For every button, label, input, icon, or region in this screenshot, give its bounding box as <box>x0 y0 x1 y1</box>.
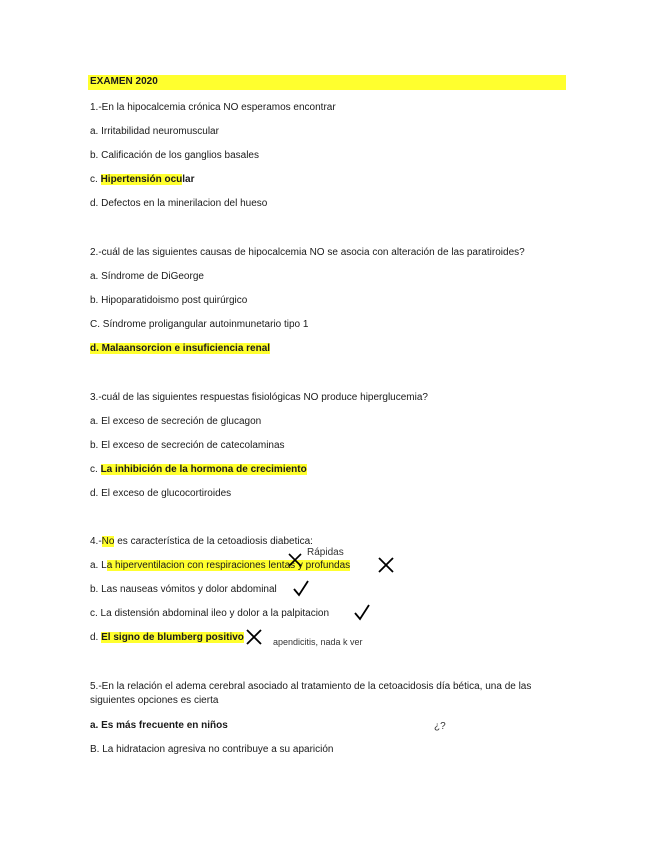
q2-option-d <box>90 342 270 355</box>
q4-d-cross-icon <box>245 628 263 646</box>
q2-question: 2.-cuál de las siguientes causas de hipocalcemia NO se asocia con alteración de las paratiroides? <box>90 247 525 258</box>
q2-option-b: b. Hipoparatidoismo post quirúrgico <box>90 295 248 306</box>
q1-option-a: a. Irritabilidad neuromuscular <box>90 126 219 137</box>
q4-option-d-prefix: d. <box>90 632 102 643</box>
q3-option-c <box>90 463 307 476</box>
exam-title: EXAMEN 2020 <box>90 76 158 87</box>
q4-option-a <box>90 559 350 572</box>
q4-question-highlight: No <box>101 536 115 547</box>
q4-option-d-highlight: El signo de blumberg positivo <box>101 632 244 643</box>
q4-question-prefix: 4.- <box>90 536 102 547</box>
q4-b-check-icon <box>292 579 310 597</box>
q1-question: 1.-En la hipocalcemia crónica NO esperamos encontrar <box>90 102 336 113</box>
q5-a-handwritten-note: ¿? <box>434 721 446 732</box>
q4-c-check-icon <box>353 603 371 621</box>
q4-d-handwritten-note: apendicitis, nada k ver <box>273 637 363 647</box>
q4-option-d <box>90 631 244 644</box>
q2-option-c: C. Síndrome proligangular autoinmunetario tipo 1 <box>90 319 309 330</box>
q4-a-handwritten-note: Rápidas <box>307 547 344 558</box>
q2-option-a: a. Síndrome de DiGeorge <box>90 271 204 282</box>
q1-option-c-rest: lar <box>182 174 195 185</box>
q3-question: 3.-cuál de las siguientes respuestas fisiológicas NO produce hiperglucemia? <box>90 392 428 403</box>
q4-option-c: c. La distensión abdominal ileo y dolor a la palpitacion <box>90 608 330 619</box>
q2-option-d-highlight: d. Malaansorcion e insuficiencia renal <box>90 343 271 354</box>
q4-option-a-prefix: a. L <box>90 560 107 571</box>
q1-option-d: d. Defectos en la minerilacion del hueso <box>90 198 268 209</box>
q1-option-c-highlight: Hipertensión ocu <box>100 174 183 185</box>
q3-option-d: d. El exceso de glucocortiroides <box>90 488 232 499</box>
q5-question: 5.-En la relación el adema cerebral asociado al tratamiento de la cetoacidosis día bética, una de las siguientes opciones es cierta <box>90 681 532 706</box>
q1-option-b: b. Calificación de los ganglios basales <box>90 150 259 161</box>
q5-option-b: B. La hidratacion agresiva no contribuye a su aparición <box>90 744 334 755</box>
q4-question <box>90 535 313 548</box>
q4-question-rest: es característica de la cetoadiosis diabetica: <box>114 536 313 547</box>
q4-option-a-highlight: a hiperventilacion con respiraciones lentas y profundas <box>106 560 351 571</box>
q3-option-c-prefix: c. <box>90 464 101 475</box>
title-highlight <box>88 75 566 90</box>
q4-option-b: b. Las nauseas vómitos y dolor abdominal <box>90 584 277 595</box>
q1-option-c-prefix: c. <box>90 174 101 185</box>
q1-option-c <box>90 173 194 186</box>
q3-option-b: b. El exceso de secreción de catecolaminas <box>90 440 285 451</box>
q5-option-a: a. Es más frecuente en niños <box>90 720 228 731</box>
q4-a-strike-cross-icon <box>287 552 303 568</box>
q3-option-a: a. El exceso de secreción de glucagon <box>90 416 262 427</box>
q4-a-cross-icon <box>377 556 395 574</box>
q3-option-c-highlight: La inhibición de la hormona de crecimiento <box>100 464 307 475</box>
